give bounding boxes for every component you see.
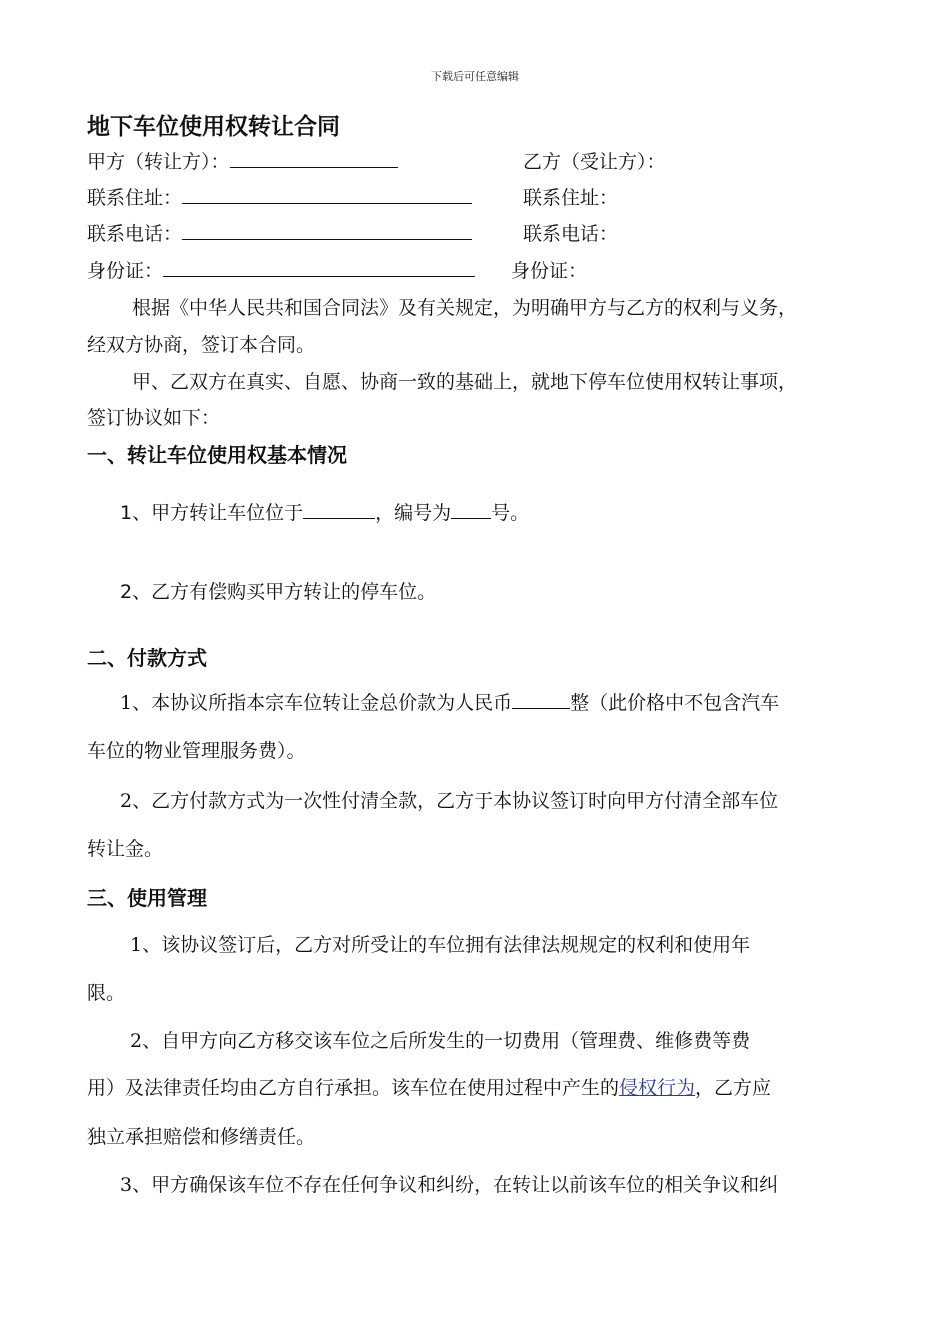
section3-heading: 三、使用管理 <box>87 886 207 910</box>
section1-item1 <box>120 498 529 525</box>
phone-label: 联系电话： <box>87 223 183 245</box>
section1-item2 <box>120 577 436 604</box>
section3-item2-line2 <box>87 1073 771 1100</box>
party-a-label: 甲方（转让方）： <box>87 151 230 173</box>
party-b-label: 乙方（受让方）： <box>523 151 666 173</box>
section2-item1-text-a: 1、本协议所指本宗车位转让金总价款为人民币 <box>120 692 513 714</box>
address-label: 联系住址： <box>87 187 183 209</box>
phone-row <box>87 219 472 246</box>
section3-item2-text-b: ，乙方应 <box>695 1077 772 1099</box>
intro-p1-line2: 经双方协商，签订本合同。 <box>87 334 316 356</box>
location-blank[interactable] <box>303 499 375 519</box>
section1-item1-num: 1 <box>120 502 133 524</box>
address-row <box>87 183 472 210</box>
id-row <box>87 256 475 283</box>
section1-item1-text-a: 、甲方转让车位位于 <box>132 502 304 524</box>
section2-item2-line1: 2、乙方付款方式为一次性付清全款，乙方于本协议签订时向甲方付清全部车位 <box>120 790 779 812</box>
address-blank[interactable] <box>182 184 472 204</box>
section2-item1-line1 <box>120 688 779 715</box>
section1-item2-text: 、乙方有偿购买甲方转让的停车位。 <box>132 581 437 603</box>
document-title: 地下车位使用权转让合同 <box>87 113 340 140</box>
party-a-row <box>87 147 398 174</box>
price-blank[interactable] <box>512 689 570 709</box>
id-label: 身份证： <box>87 260 164 282</box>
id-blank[interactable] <box>163 257 475 277</box>
section1-heading: 一、转让车位使用权基本情况 <box>87 443 347 467</box>
section3-item2-line1: 2、自甲方向乙方移交该车位之后所发生的一切费用（管理费、维修费等费 <box>130 1030 751 1052</box>
id-label-b: 身份证： <box>511 260 588 282</box>
address-label-b: 联系住址： <box>523 187 619 209</box>
intro-p1-line1: 根据《中华人民共和国合同法》及有关规定，为明确甲方与乙方的权利与义务， <box>132 297 798 319</box>
section3-item1-line1: 1、该协议签订后，乙方对所受让的车位拥有法律法规规定的权利和使用年 <box>130 934 751 956</box>
section2-item1-line2: 车位的物业管理服务费）。 <box>87 740 306 762</box>
infringement-link[interactable]: 侵权行为 <box>619 1077 696 1099</box>
section3-item2-line3: 独立承担赔偿和修缮责任。 <box>87 1126 316 1148</box>
section1-item2-num: 2 <box>120 581 133 603</box>
section1-item1-text-b: ，编号为 <box>375 502 452 524</box>
phone-label-b: 联系电话： <box>523 223 619 245</box>
section3-item3-line1: 3、甲方确保该车位不存在任何争议和纠纷，在转让以前该车位的相关争议和纠 <box>120 1174 779 1196</box>
phone-blank[interactable] <box>182 220 472 240</box>
page-header: 下载后可任意编辑 <box>431 70 519 83</box>
number-blank[interactable] <box>451 499 491 519</box>
section1-item1-text-c: 号。 <box>491 502 530 524</box>
intro-p2-line1: 甲、乙双方在真实、自愿、协商一致的基础上，就地下停车位使用权转让事项， <box>132 371 798 393</box>
section3-item1-line2: 限。 <box>87 982 126 1004</box>
section2-item2-line2: 转让金。 <box>87 838 164 860</box>
intro-p2-line2: 签订协议如下： <box>87 407 221 429</box>
section3-item2-text-a: 用）及法律责任均由乙方自行承担。该车位在使用过程中产生的 <box>87 1077 620 1099</box>
party-a-blank[interactable] <box>230 148 398 168</box>
section2-item1-text-b: 整（此价格中不包含汽车 <box>570 692 780 714</box>
section2-heading: 二、付款方式 <box>87 646 207 670</box>
